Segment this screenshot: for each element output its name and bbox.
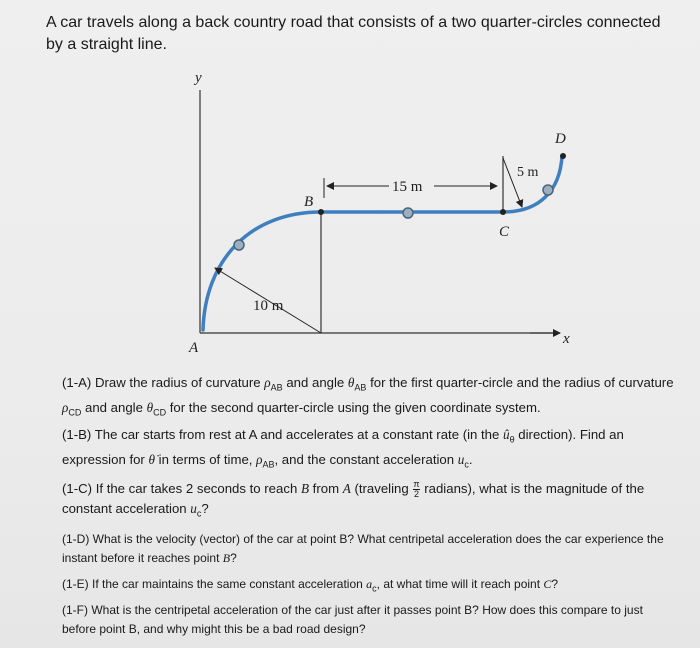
x-axis-label: x (563, 331, 570, 347)
question-1a: (1-A) Draw the radius of curvature $\rho_{AB}$ and angle $\theta_{AB}$ for the first quarter-circle and the radius of curvature $\rho_{CD}$ and angle $\theta_{CD}$ for the second quarter-circle using the given coordinate system. (62, 375, 674, 418)
question-1e: (1-E) If the car maintains the same constant acceleration $a_c$, at what time will it reach point C? (62, 577, 559, 594)
car-marker-3 (543, 185, 553, 195)
point-d-dot (560, 153, 566, 159)
pi-over-two-fraction: $\frac{\pi}{2}$ (413, 479, 420, 500)
y-axis-label: y (195, 70, 202, 86)
question-1f: (1-F) What is the centripetal acceleration of the car just after it passes point B? How does this compare to just before point B, and why might this be a bad road design? (62, 603, 643, 636)
point-c-label: C (499, 224, 510, 240)
car-marker-2 (403, 208, 413, 218)
point-b-label: B (304, 194, 314, 210)
question-1d: (1-D) What is the velocity (vector) of the car at point B? What centripetal acceleration does the car experience the instant before it reaches point B? (62, 532, 664, 565)
car-marker-1 (234, 240, 244, 250)
dim-straight-label: 15 m (392, 179, 423, 195)
point-b-dot (318, 209, 324, 215)
point-d-label: D (555, 131, 566, 147)
problem-intro: A car travels along a back country road that consists of a two quarter-circles connected by a straight line. (46, 14, 661, 53)
point-a-label: A (189, 340, 199, 356)
question-1b: (1-B) The car starts from rest at A and accelerates at a constant rate (in the $û_\theta$ direction). Find an expression for θ̇ in terms of time, $\rho_{AB}$, and the constant acceleration $u_c$. (62, 427, 624, 470)
question-1c: (1-C) If the car takes 2 seconds to reach B from A (traveling $\frac{\pi}{2}$ radians), what is the magnitude of the constant acceleration $u_c$? (62, 479, 645, 519)
dim-radius-1-label: 10 m (253, 298, 284, 314)
point-c-dot (500, 209, 506, 215)
dim-radius-2-label: 5 m (517, 165, 539, 180)
